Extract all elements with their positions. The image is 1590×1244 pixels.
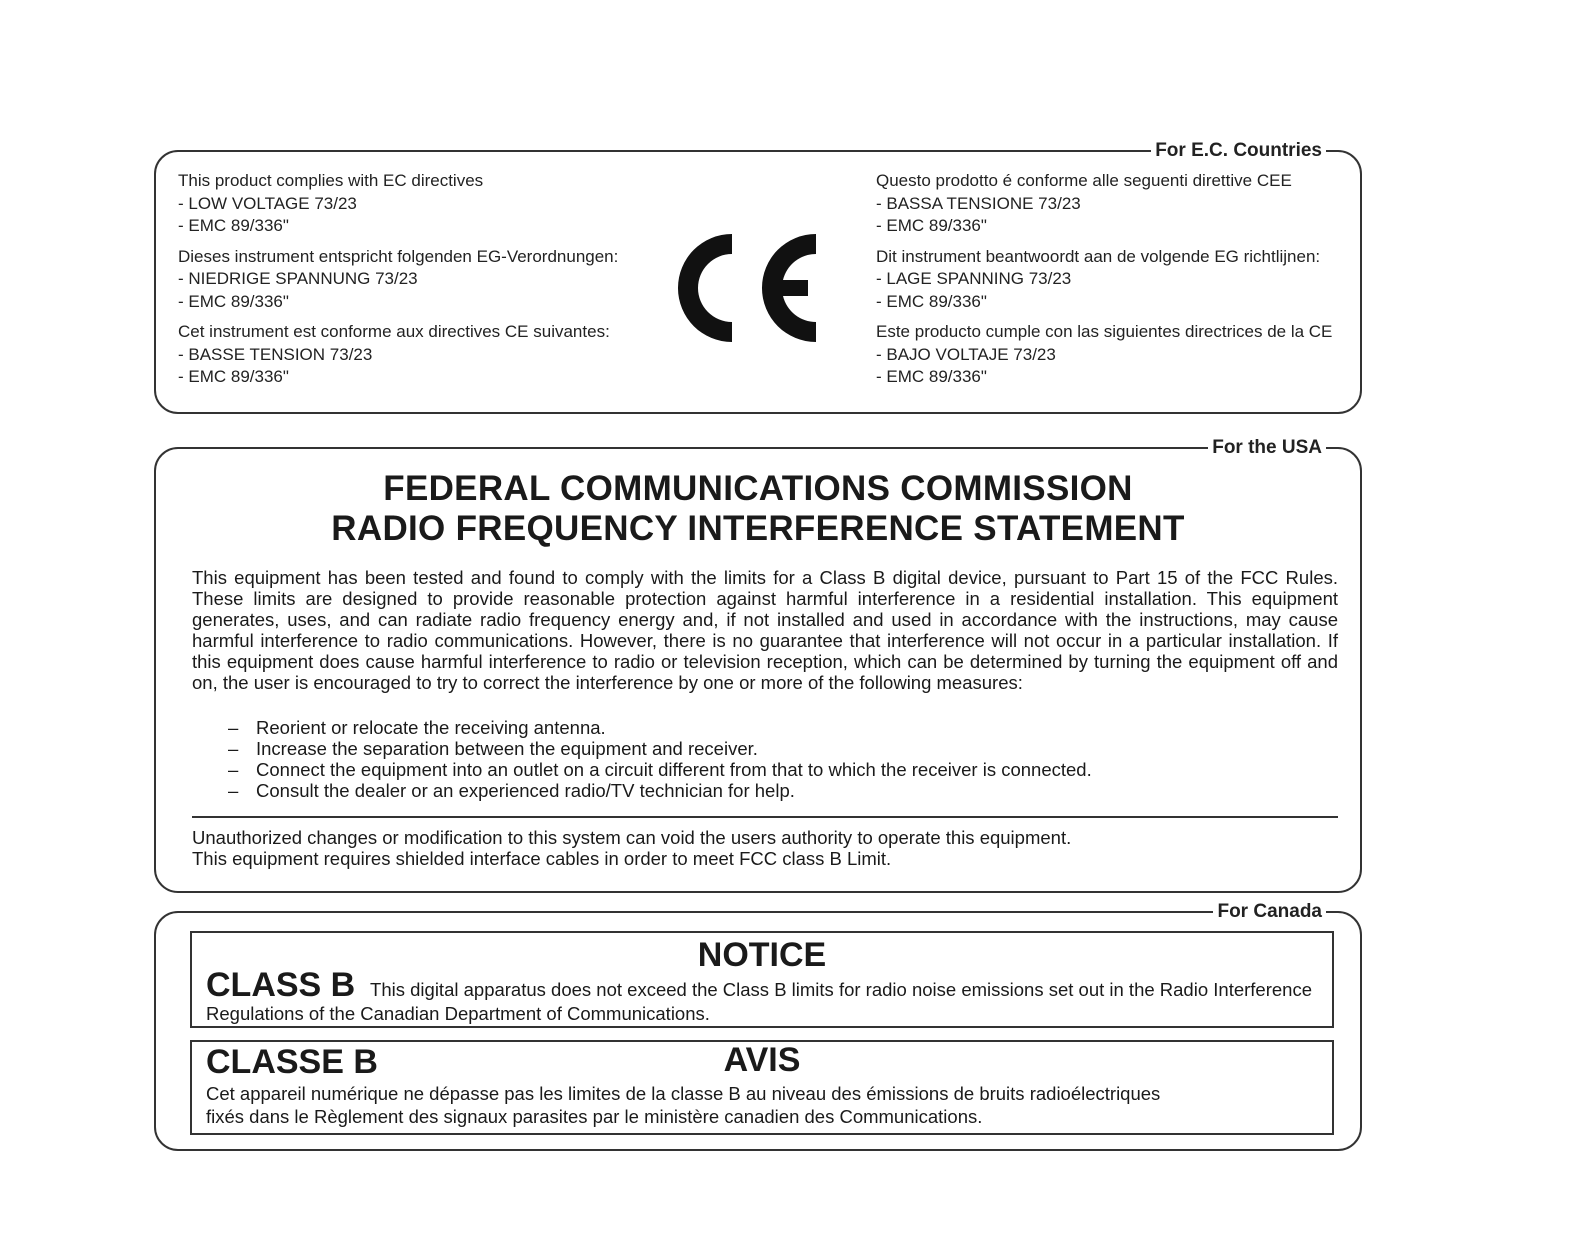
list-item [228, 759, 1092, 780]
ec-statement-line: - EMC 89/336" [178, 291, 289, 311]
ec-statement-line: - BAJO VOLTAJE 73/23 [876, 344, 1056, 364]
notice-box-french [190, 1040, 1334, 1135]
dash-bullet-icon: – [228, 738, 239, 759]
fcc-footer [192, 827, 1071, 869]
ec-statement-line: - BASSE TENSION 73/23 [178, 344, 373, 364]
dash-bullet-icon: – [228, 759, 239, 780]
ec-statement-french [178, 321, 618, 389]
list-item [228, 780, 1092, 801]
ec-statement-line: - EMC 89/336" [876, 291, 987, 311]
fcc-statement-body: This equipment has been tested and found to comply with the limits for a Class B digital device, pursuant to Part 15 of the FCC Rules. These limits are designed to provide reasonable protection against harmful interference in a residential installation. This equipment generates, uses, and can radiate radio frequency energy and, if not installed and used in accordance with the instructions, may cause harmful interference to radio communications. However, there is no guarantee that interference will not occur in a particular installation. If this equipment does cause harmful interference to radio or television reception, which can be determined by turning the equipment off and on, the user is encouraged to try to correct the interference by one or more of the following measures: [192, 567, 1338, 693]
notice-heading: NOTICE [697, 936, 827, 974]
ec-statement-dutch [876, 246, 1332, 314]
fcc-panel [154, 437, 1362, 893]
ec-statement-line: - LOW VOLTAGE 73/23 [178, 193, 357, 213]
notice-text-english [206, 967, 1318, 1025]
dash-bullet-icon: – [228, 780, 239, 801]
ce-mark-icon [662, 226, 826, 350]
ec-statement-line: - LAGE SPANNING 73/23 [876, 269, 1072, 288]
ec-statement-line: - NIEDRIGE SPANNUNG 73/23 [178, 269, 418, 288]
ec-statement-line: Questo prodotto é conforme alle seguenti direttive CEE [876, 171, 1292, 190]
ec-right-column [876, 170, 1332, 397]
list-item [228, 738, 1092, 759]
measure-text: Increase the separation between the equipment and receiver. [256, 738, 758, 759]
avis-heading: AVIS [723, 1041, 801, 1079]
canada-panel [154, 901, 1362, 1151]
ec-statement-spanish [876, 321, 1332, 389]
canada-panel-tag: For Canada [1213, 901, 1326, 923]
ec-statement-line: Este producto cumple con las siguientes directrices de la CE [876, 322, 1333, 341]
ec-statement-line: Dieses instrument entspricht folgenden EG-Verordnungen: [178, 246, 619, 266]
fcc-footer-line: This equipment requires shielded interface cables in order to meet FCC class B Limit. [192, 848, 892, 869]
fcc-measures-list [228, 717, 1092, 801]
ec-statement-english [178, 170, 618, 238]
fcc-title: FEDERAL COMMUNICATIONS COMMISSION [383, 469, 1133, 508]
ec-statement-line: Cet instrument est conforme aux directives CE suivantes: [178, 322, 610, 341]
measure-text: Reorient or relocate the receiving antenna. [256, 717, 606, 738]
notice-text-french [206, 1082, 1160, 1128]
ec-panel-tag: For E.C. Countries [1151, 140, 1326, 162]
ec-statement-german [178, 246, 618, 314]
fcc-footer-line: Unauthorized changes or modification to this system can void the users authority to operate this equipment. [192, 827, 1072, 848]
notice-line: Cet appareil numérique ne dépasse pas les limites de la classe B au niveau des émissions de bruits radioélectriques [206, 1083, 1161, 1104]
divider [192, 816, 1338, 818]
usa-panel-tag: For the USA [1208, 437, 1326, 459]
ec-compliance-panel [154, 140, 1362, 414]
classe-label: CLASSE B [206, 1043, 378, 1081]
ec-statement-line: Dit instrument beantwoordt aan de volgende EG richtlijnen: [876, 246, 1321, 266]
notice-line: fixés dans le Règlement des signaux parasites par le ministère canadien des Communications. [206, 1106, 983, 1127]
dash-bullet-icon: – [228, 717, 239, 738]
class-label: CLASS B [206, 966, 356, 1004]
fcc-subtitle: RADIO FREQUENCY INTERFERENCE STATEMENT [331, 509, 1185, 548]
measure-text: Consult the dealer or an experienced radio/TV technician for help. [256, 780, 795, 801]
measure-text: Connect the equipment into an outlet on a circuit different from that to which the receiver is connected. [256, 759, 1092, 780]
ec-statement-line: - BASSA TENSIONE 73/23 [876, 193, 1081, 213]
ec-left-column [178, 170, 618, 397]
notice-body-english: This digital apparatus does not exceed the Class B limits for radio noise emissions set out in the Radio Interference Regulations of the Canadian Department of Communications. [206, 979, 1312, 1024]
ec-statement-italian [876, 170, 1332, 238]
ec-statement-line: - EMC 89/336" [178, 216, 289, 235]
ec-statement-line: - EMC 89/336" [178, 367, 289, 386]
list-item [228, 717, 1092, 738]
ec-statement-line: - EMC 89/336" [876, 216, 987, 235]
ec-statement-line: This product complies with EC directives [178, 171, 484, 190]
notice-box-english [190, 931, 1334, 1028]
ec-statement-line: - EMC 89/336" [876, 367, 987, 386]
